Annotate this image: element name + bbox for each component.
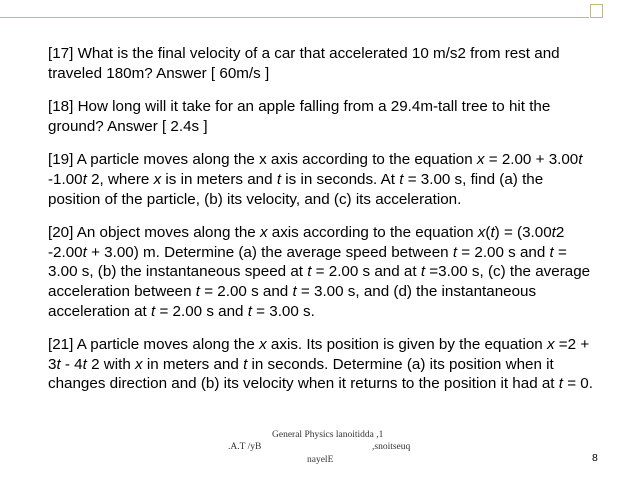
- question-text: A particle moves along the: [76, 336, 260, 354]
- question-number: [20]: [48, 224, 74, 242]
- variable: t: [82, 243, 87, 261]
- question-text: 2 with: [86, 355, 135, 373]
- variable: t: [151, 302, 156, 320]
- question-text: in meters and: [142, 355, 244, 373]
- question-text: ) = (3.00: [494, 224, 552, 242]
- variable: t: [243, 355, 248, 373]
- question-number: [19]: [48, 151, 74, 169]
- question-text: = 2.00 s and: [155, 302, 248, 320]
- question-text: in seconds. Determine (a) its position when it changes direction and (b) its velocity when it returns to the position it had at: [48, 355, 559, 393]
- question-text: How long will it take for an apple falling from a 29.4m-tall tree to hit the ground? Answer [ 2.4s ]: [48, 98, 551, 135]
- variable: x: [135, 355, 143, 373]
- question-text: = 2.00 s and: [200, 282, 293, 300]
- question-text: An object moves along the: [76, 224, 260, 242]
- variable: t: [247, 302, 252, 320]
- question-text: A particle moves along the x axis according to the equation: [76, 151, 477, 169]
- question-text: What is the final velocity of a car that accelerated 10 m/s2 from rest and traveled 180m? Answer [ 60m/s ]: [48, 45, 560, 82]
- question-text: is in seconds. At: [281, 170, 400, 188]
- question-text: axis. Its position is given by the equation: [266, 336, 547, 354]
- variable: t: [195, 282, 200, 300]
- question-text: = 2.00 s and at: [311, 263, 421, 281]
- variable: t: [420, 263, 426, 281]
- variable: t: [558, 375, 563, 393]
- variable: t: [452, 243, 458, 261]
- variable: t: [490, 224, 495, 242]
- question-text: = 2.00 s and: [457, 243, 550, 261]
- question-text: + 3.00) m. Determine (a) the average speed between: [86, 243, 453, 261]
- variable: x: [546, 336, 555, 354]
- variable: x: [477, 224, 486, 242]
- variable: t: [549, 243, 554, 261]
- footer-line-3: nayelE: [307, 455, 334, 465]
- footer-line-2-right: ,snoitseuq: [372, 442, 411, 452]
- question-text: is in meters and: [161, 170, 277, 188]
- question-text: (: [485, 224, 491, 242]
- variable: t: [399, 170, 404, 188]
- question-text: = 2.00 + 3.00: [484, 151, 579, 169]
- question-text: = 0.: [562, 375, 593, 393]
- variable: t: [82, 170, 87, 188]
- question-number: [21]: [48, 336, 74, 354]
- variable: t: [82, 355, 87, 373]
- variable: t: [56, 355, 61, 373]
- question-text: -1.00: [48, 170, 83, 188]
- question-text: = 3.00 s, find (a) the position of the particle, (b) its velocity, and (c) its acceleration.: [48, 170, 544, 208]
- question-text: =3.00 s, (c) the average acceleration between: [48, 263, 591, 300]
- variable: t: [292, 282, 297, 300]
- question-text: = 3.00 s, and (d) the instantaneous acceleration at: [48, 282, 537, 320]
- variable: x: [259, 336, 267, 354]
- variable: t: [551, 224, 556, 242]
- question-text: = 3.00 s, (b) the instantaneous speed at: [48, 243, 567, 281]
- variable: x: [476, 151, 485, 169]
- question-text: 2 -2.00: [48, 224, 565, 261]
- question-number: [17]: [48, 45, 74, 62]
- variable: t: [578, 151, 583, 169]
- footer-line-2-left: .A.T /yB: [228, 442, 262, 452]
- variable: x: [153, 170, 162, 188]
- question-text: 2, where: [86, 170, 154, 188]
- variable: x: [259, 224, 268, 242]
- question-text: axis according to the equation: [267, 224, 478, 242]
- question-text: =2 + 3: [48, 336, 590, 373]
- variable: t: [307, 263, 312, 281]
- footer-line-1: General Physics lanoitidda ,1: [272, 430, 384, 440]
- question-text: = 3.00 s.: [251, 302, 315, 320]
- question-number: [18]: [48, 98, 74, 116]
- question-text: - 4: [60, 355, 83, 373]
- variable: t: [276, 170, 282, 188]
- page-number: 8: [592, 452, 598, 464]
